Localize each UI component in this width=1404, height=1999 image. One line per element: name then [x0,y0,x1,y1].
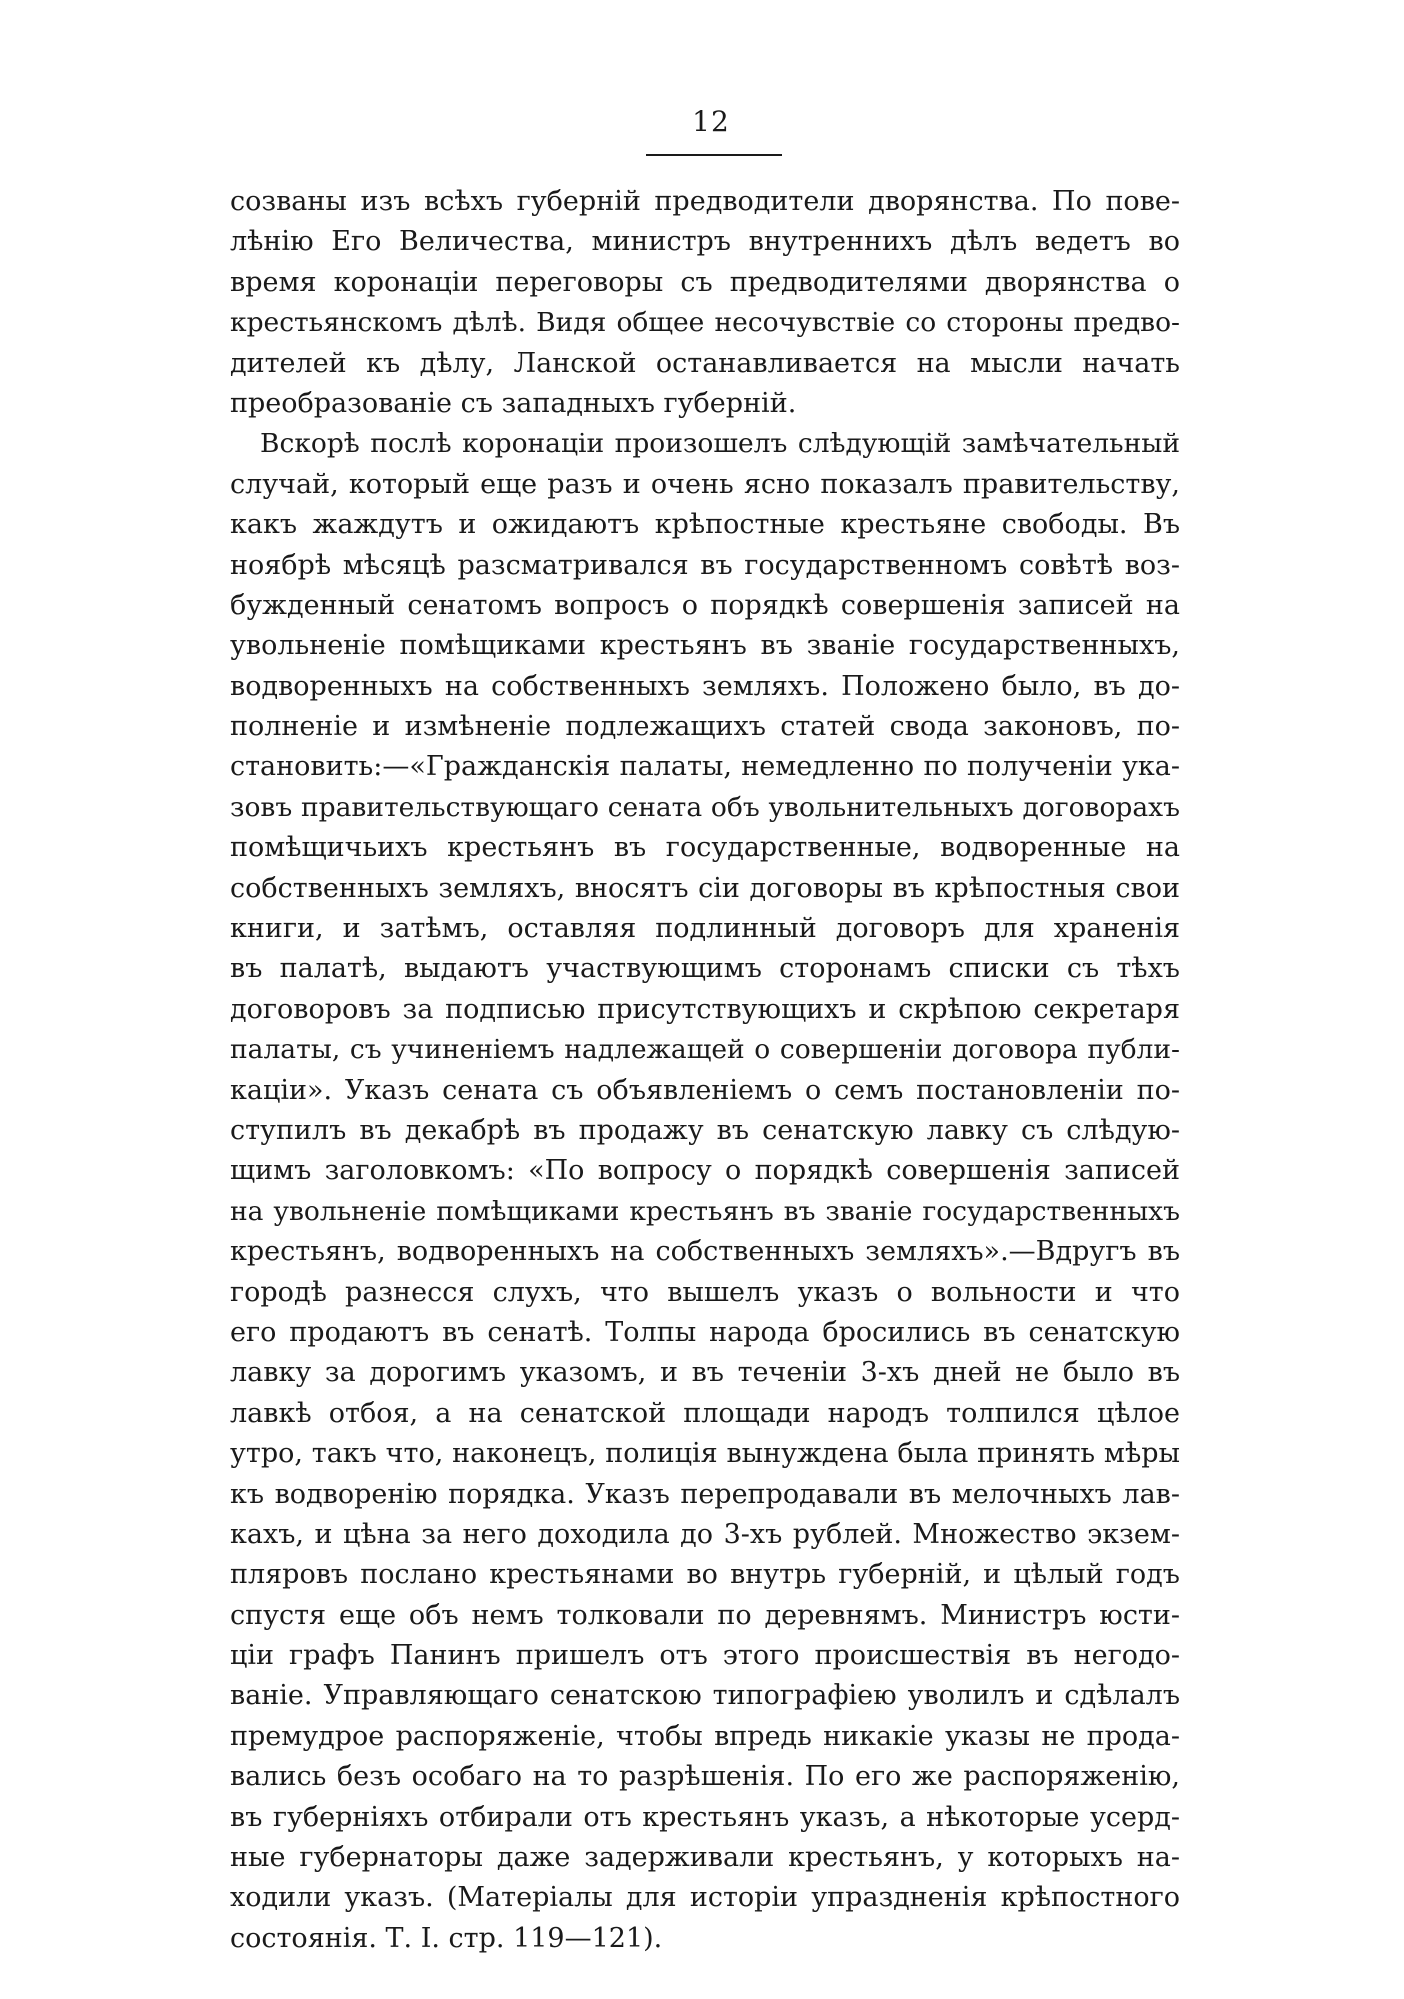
text-line: бужденный сенатомъ вопросъ о порядкѣ совершенія записей на [230,589,1180,621]
text-line: собственныхъ земляхъ, вносятъ сіи договоры въ крѣпостныя свои [230,872,1180,904]
text-line: ходили указъ. (Матеріалы для исторіи упраздненія крѣпостного [230,1882,1180,1914]
text-line: лѣнію Его Величества, министръ внутреннихъ дѣлъ ведетъ во [230,226,1180,258]
text-line: городѣ разнесся слухъ, что вышелъ указъ о вольности и что [230,1276,1180,1308]
text-line: дителей къ дѣлу, Ланской останавливается на мысли начать [230,347,1180,379]
text-line: утро, такъ что, наконецъ, полиція вынуждена была принять мѣры [230,1438,1180,1470]
text-line: какъ жаждутъ и ожидаютъ крѣпостные крестьяне свободы. Въ [230,509,1180,541]
text-line: созваны изъ всѣхъ губерній предводители дворянства. По пове- [230,186,1180,217]
text-line: полненіе и измѣненіе подлежащихъ статей свода законовъ, по- [230,711,1180,743]
text-line: преобразованіе съ западныхъ губерній. [230,387,797,419]
text-line: время коронаціи переговоры съ предводителями дворянства о [230,266,1180,298]
text-line: кахъ, и цѣна за него доходила до 3-хъ рублей. Множество экзем- [230,1518,1180,1550]
text-line: спустя еще объ немъ толковали по деревнямъ. Министръ юсти- [230,1599,1180,1631]
text-line: становить:—«Гражданскія палаты, немедленно по полученіи ука- [230,751,1180,783]
text-line: договоровъ за подписью присутствующихъ и скрѣпою секретаря [230,993,1180,1025]
text-line: въ палатѣ, выдаютъ участвующимъ сторонамъ списки съ тѣхъ [230,953,1180,985]
text-line: случай, который еще разъ и очень ясно показалъ правительству, [230,468,1180,500]
text-line: лавку за дорогимъ указомъ, и въ теченіи 3-хъ дней не было въ [230,1357,1180,1389]
text-line: помѣщичьихъ крестьянъ въ государственные, водворенные на [230,832,1180,864]
text-line: премудрое распоряженіе, чтобы впредь никакіе указы не прода- [230,1720,1180,1752]
text-line: ные губернаторы даже задерживали крестьянъ, у которыхъ на- [230,1842,1180,1874]
text-line: состоянія. Т. I. стр. 119—121). [230,1922,663,1954]
text-line: щимъ заголовкомъ: «По вопросу о порядкѣ совершенія записей [230,1155,1180,1187]
text-line: вались безъ особаго на то разрѣшенія. По его же распоряженію, [230,1761,1180,1793]
text-line: лавкѣ отбоя, а на сенатской площади народъ толпился цѣлое [230,1397,1180,1429]
text-line: Вскорѣ послѣ коронаціи произошелъ слѣдующій замѣчательный [260,428,1180,460]
header-rule [646,154,782,156]
text-line: крестьянскомъ дѣлѣ. Видя общее несочувствіе со стороны предво- [230,307,1180,339]
text-line: палаты, съ учиненіемъ надлежащей о совершеніи договора публи- [230,1034,1180,1066]
text-line: ноябрѣ мѣсяцѣ разсматривался въ государственномъ совѣтѣ воз- [230,549,1180,581]
text-line: ступилъ въ декабрѣ въ продажу въ сенатскую лавку съ слѣдую- [230,1114,1180,1146]
body-text [230,182,1180,1959]
text-line: зовъ правительствующаго сената объ увольнительныхъ договорахъ [230,791,1180,823]
text-line: ваніе. Управляющаго сенатскою типографіею уволилъ и сдѣлалъ [230,1680,1180,1712]
text-line: каціи». Указъ сената съ объявленіемъ о семъ постановленіи по- [230,1074,1180,1106]
page-number: 12 [692,105,730,138]
text-line: къ водворенію порядка. Указъ перепродавали въ мелочныхъ лав- [230,1478,1180,1510]
text-line: ціи графъ Панинъ пришелъ отъ этого происшествія въ негодо- [230,1640,1180,1672]
text-line: пляровъ послано крестьянами во внутрь губерній, и цѣлый годъ [230,1559,1180,1591]
text-line: его продаютъ въ сенатѣ. Толпы народа бросились въ сенатскую [230,1316,1180,1348]
text-line: въ губерніяхъ отбирали отъ крестьянъ указъ, а нѣкоторые усерд- [230,1801,1180,1833]
text-line: на увольненіе помѣщиками крестьянъ въ званіе государственныхъ [230,1195,1180,1227]
text-line: увольненіе помѣщиками крестьянъ въ званіе государственныхъ, [230,630,1180,662]
text-line: крестьянъ, водворенныхъ на собственныхъ земляхъ».—Вдругъ въ [230,1236,1180,1268]
text-line: водворенныхъ на собственныхъ земляхъ. Положено было, въ до- [230,670,1180,702]
text-line: книги, и затѣмъ, оставляя подлинный договоръ для храненія [230,913,1180,945]
